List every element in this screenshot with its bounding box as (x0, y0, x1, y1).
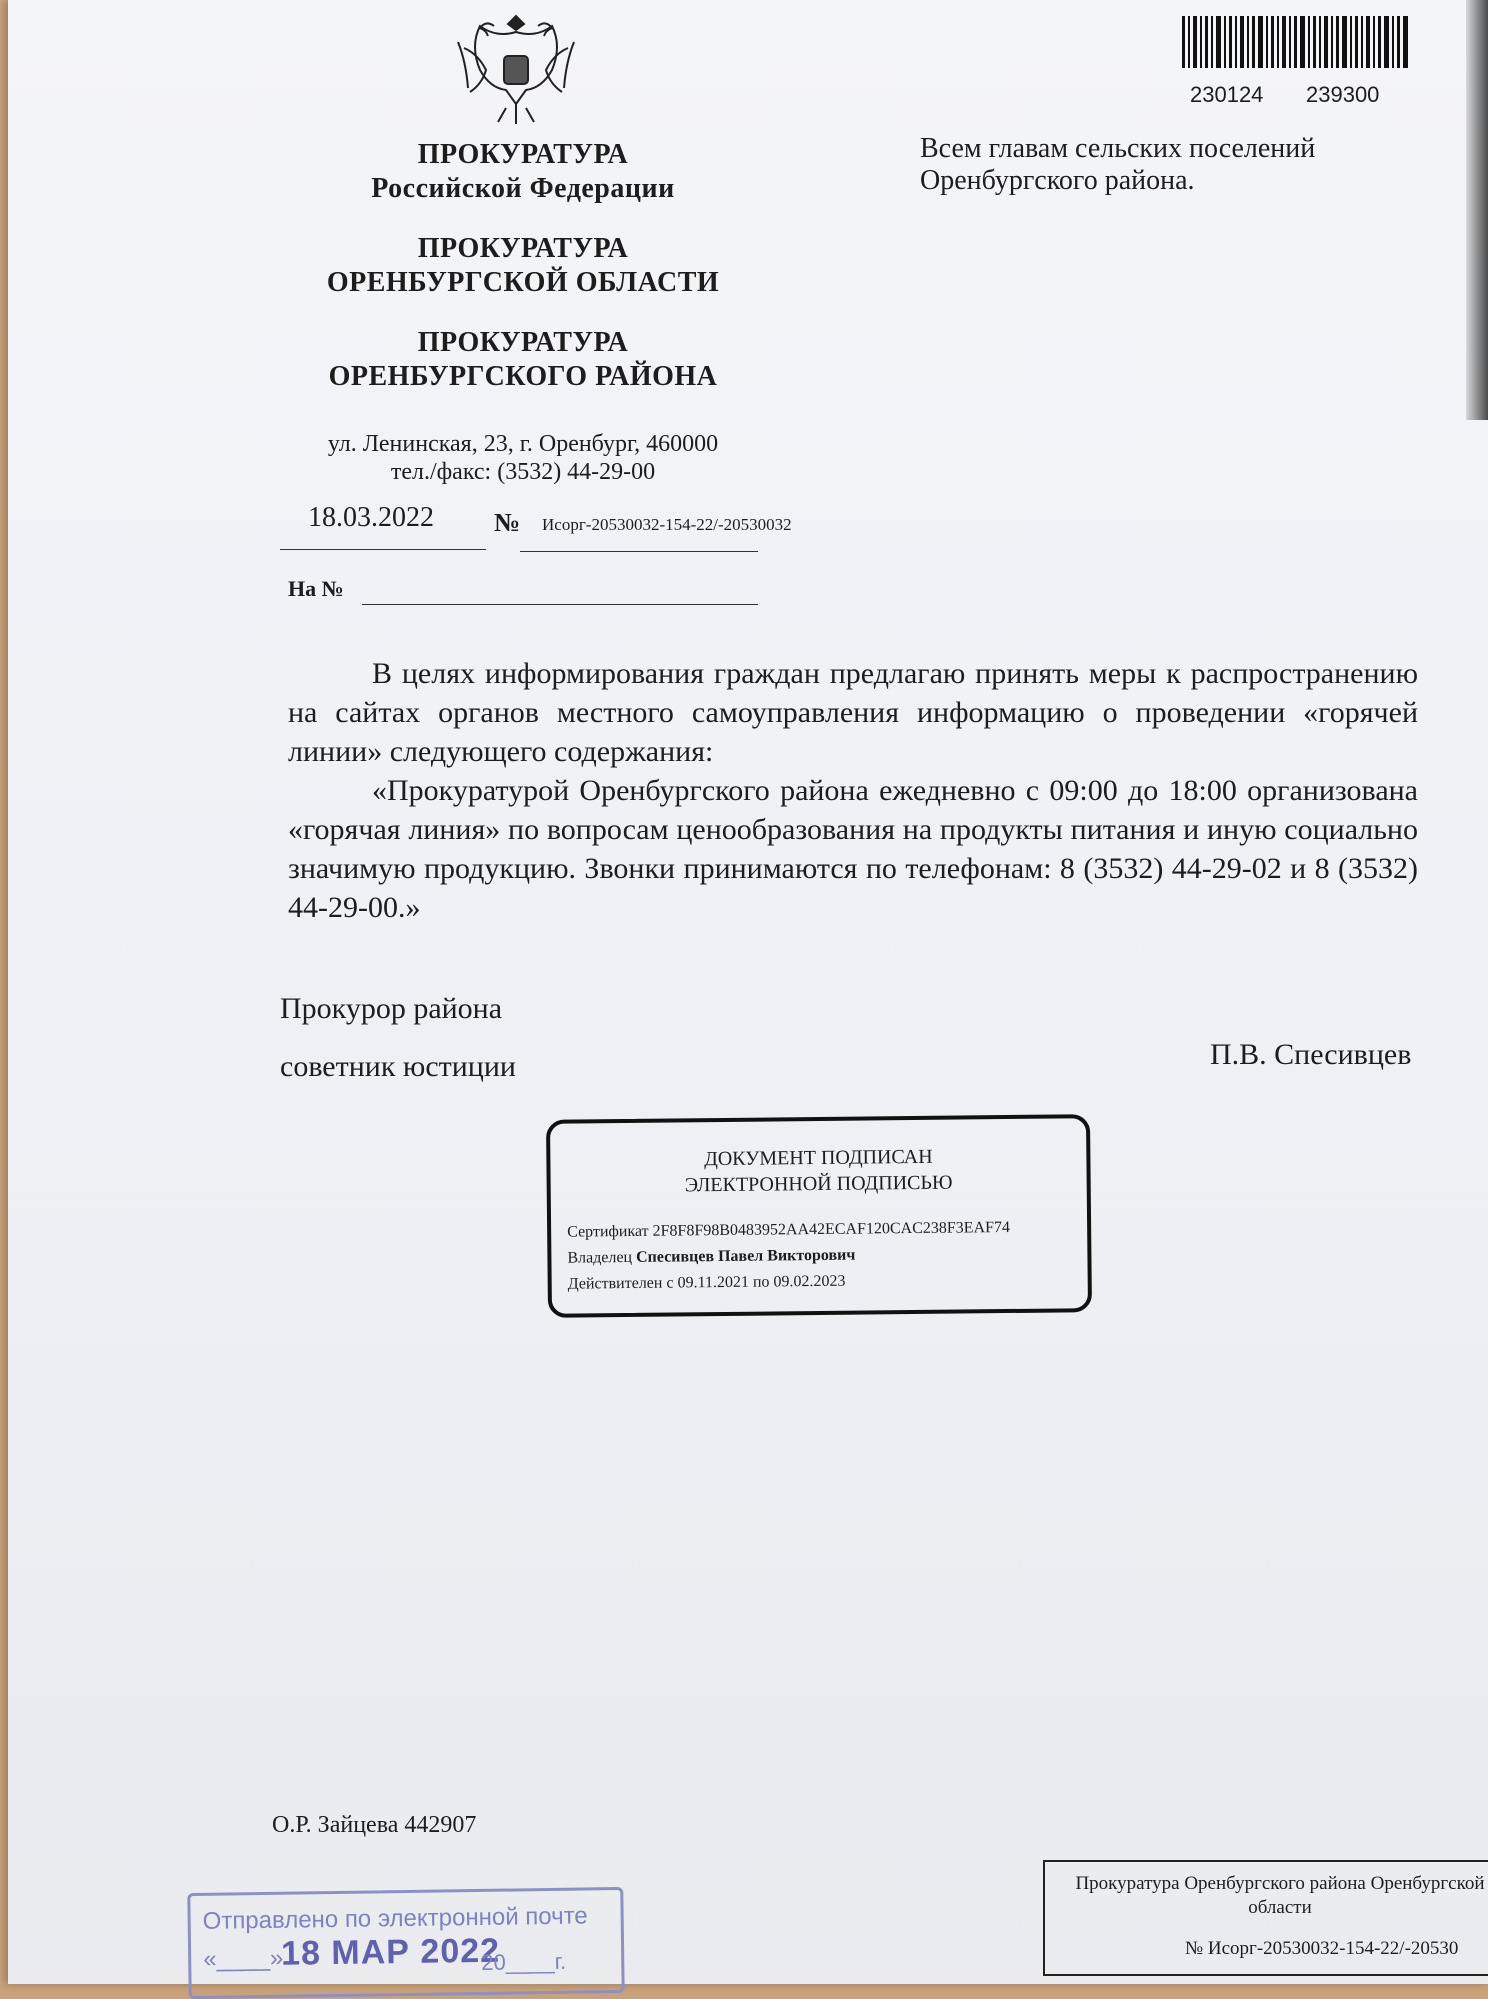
reply-to-label: На № (288, 576, 344, 601)
addressee-block (920, 133, 1420, 197)
phone-line: тел./факс: (3532) 44-29-00 (390, 459, 656, 485)
mail-stamp-date: 18 МАР 2022 (280, 1931, 501, 1973)
owner-value: Спесивцев Павел Викторович (635, 1246, 856, 1266)
coat-of-arms-icon (454, 8, 578, 128)
stamp-certificate-row (567, 1219, 1010, 1242)
stamp-title-line: ДОКУМЕНТ ПОДПИСАН (704, 1145, 933, 1171)
signer-rank: советник юстиции (280, 1050, 516, 1083)
org-header-russia (308, 138, 738, 206)
stamp-validity-row (568, 1273, 846, 1294)
page-edge-shadow (1466, 0, 1488, 420)
cert-label: Сертификат (567, 1222, 649, 1241)
barcode-number-left: 230124 (1190, 82, 1264, 107)
signer-position: Прокурор района (280, 992, 503, 1025)
barcode (1182, 16, 1410, 68)
body-paragraph: «Прокуратурой Оренбургского района ежедневно с 09:00 до 18:00 организована «горячая линия» по вопросам ценообразования на продукты питания и иную социально значимую продукцию. Звонки принимаются по телефонам: 8 (3532) 44-29-02 и 8 (3532) 44-29-00.» (288, 774, 1418, 924)
org-address (298, 430, 748, 486)
stamp-title (550, 1142, 1087, 1200)
valid-from: 09.11.2021 (677, 1273, 750, 1292)
org-header-district (308, 326, 738, 394)
signer-name: П.В. Спесивцев (1210, 1038, 1412, 1071)
valid-to: 09.02.2023 (773, 1272, 846, 1291)
reply-to-underline (362, 604, 758, 605)
outgoing-number: Исорг-20530032-154-22/-20530032 (542, 515, 792, 534)
outgoing-number-label: № (494, 508, 521, 537)
addressee-line: Оренбургского района. (920, 165, 1195, 196)
owner-label: Владелец (567, 1248, 633, 1267)
registration-number: № Исорг-20530032-154-22/-20530 (1185, 1938, 1459, 1959)
letter-body (288, 654, 1418, 927)
date-underline (280, 549, 486, 550)
org-header-region (308, 232, 738, 300)
electronic-signature-stamp (546, 1114, 1092, 1318)
valid-to-label: по (752, 1273, 770, 1291)
body-paragraph: В целях информирования граждан предлагаю принять меры к распространению на сайтах органов местного самоуправления информацию о проведении «горячей линии» следующего содержания: (288, 657, 1418, 768)
valid-label: Действителен с (567, 1274, 674, 1293)
org-header-subtitle: ОРЕНБУРГСКОЙ ОБЛАСТИ (326, 267, 720, 298)
mail-stamp-year: 20____г. (481, 1948, 567, 1975)
cert-value: 2F8F8F98B0483952AA42ECAF120CAC238F3EAF74 (652, 1219, 1011, 1240)
address-line: ул. Ленинская, 23, г. Оренбург, 460000 (327, 431, 719, 457)
org-header-title: ПРОКУРАТУРА (417, 139, 629, 170)
email-sent-stamp (187, 1887, 624, 1999)
outgoing-date: 18.03.2022 (308, 502, 434, 533)
org-header-subtitle: ОРЕНБУРГСКОГО РАЙОНА (328, 361, 718, 392)
number-underline (520, 551, 758, 552)
org-header-subtitle: Российской Федерации (371, 173, 675, 204)
org-header-title: ПРОКУРАТУРА (417, 327, 629, 358)
document-page (8, 0, 1488, 1984)
registration-stamp (1043, 1860, 1488, 1976)
mail-stamp-title: Отправлено по электронной почте (202, 1902, 588, 1935)
executor-info: О.Р. Зайцева 442907 (272, 1812, 477, 1838)
barcode-number-right: 239300 (1306, 82, 1380, 107)
org-header-title: ПРОКУРАТУРА (417, 233, 629, 264)
mail-stamp-quote: «____» (203, 1944, 284, 1973)
stamp-title-line: ЭЛЕКТРОННОЙ ПОДПИСЬЮ (684, 1171, 953, 1197)
addressee-line: Всем главам сельских поселений (920, 133, 1316, 164)
registration-org: Прокуратура Оренбургского района Оренбургской области (1075, 1873, 1485, 1918)
stamp-owner-row (567, 1247, 855, 1268)
